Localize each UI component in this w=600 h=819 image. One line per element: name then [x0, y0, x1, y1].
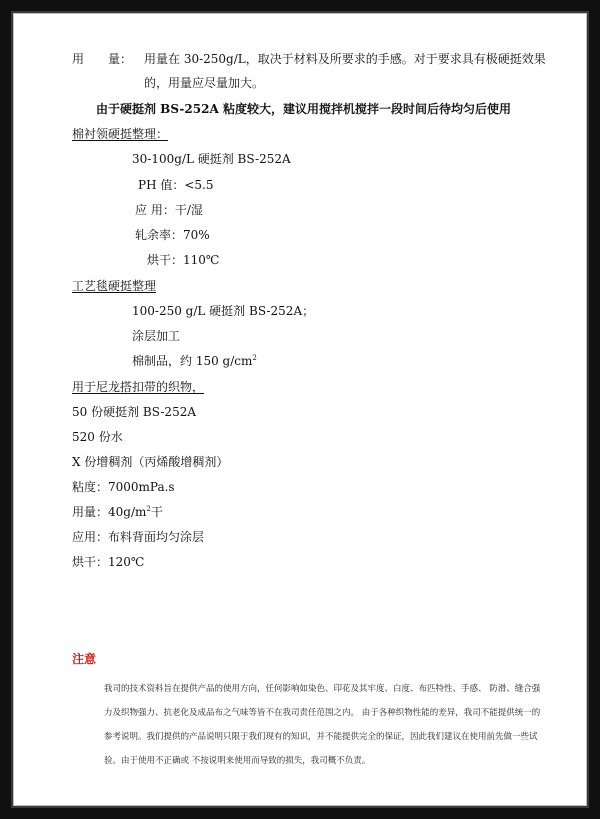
viscosity-note: 由于硬挺剂 BS-252A 粘度较大，建议用搅拌机搅拌一段时间后待均匀后使用: [96, 102, 511, 116]
carpet-heading: 工艺毯硬挺整理: [72, 279, 157, 293]
nylon-line-4: 粘度：7000mPa.s: [72, 480, 175, 494]
nylon-line-5-sup: 2: [146, 505, 151, 513]
collar-pickup: 轧余率：70%: [135, 228, 210, 242]
carpet-cotton: [132, 354, 257, 369]
notice-line-3: 参考说明。我们提供的产品说明只限于我们现有的知识，并不能提供完全的保证，因此我们建议在使用前先做一些试: [104, 732, 538, 742]
nylon-line-7: 烘干：120℃: [72, 555, 145, 569]
carpet-dosage: 100-250 g/L 硬挺剂 BS-252A；: [132, 304, 315, 318]
collar-apply: 应 用：干/湿: [135, 203, 203, 217]
usage-text-line2: 的，用量应尽量加大。: [144, 76, 265, 90]
collar-heading: 棉衬领硬挺整理：: [72, 127, 169, 141]
nylon-heading: 用于尼龙搭扣带的织物，: [72, 380, 205, 394]
usage-label: 用 量：: [72, 52, 133, 66]
carpet-cotton-sup: 2: [252, 354, 257, 362]
collar-ph: PH 值：<5.5: [138, 178, 214, 192]
notice-line-2: 力及织物强力、抗老化及成品布之气味等皆不在我司责任范围之内。 由于各种织物性能的差异，我司不能提供统一的: [104, 708, 541, 718]
carpet-cotton-text: 棉制品，约 150 g/cm: [132, 354, 253, 368]
usage-text-line1: 用量在 30-250g/L，取决于材料及所要求的手感。对于要求具有极硬挺效果: [144, 52, 546, 66]
nylon-line-3: X 份增稠剂（丙烯酸增稠剂）: [72, 455, 229, 469]
notice-title: 注意: [72, 652, 97, 666]
carpet-coating: 涂层加工: [132, 329, 181, 343]
notice-line-4: 验。由于使用不正确或 不按说明来使用而导致的损失，我司概不负责。: [104, 756, 371, 766]
nylon-line-2: 520 份水: [72, 430, 123, 444]
nylon-line-1: 50 份硬挺剂 BS-252A: [72, 405, 197, 419]
collar-dry: 烘干：110℃: [147, 253, 220, 267]
nylon-line-6: 应用：布料背面均匀涂层: [72, 530, 205, 544]
nylon-line-5-b: 干: [150, 505, 163, 519]
notice-line-1: 我司的技术资料旨在提供产品的使用方向，任何影响如染色、印花及其牢度、白度、布匹特性、手感、 防滑、缝合强: [104, 684, 541, 694]
nylon-line-5-a: 用量：40g/m: [72, 505, 147, 519]
collar-dosage: 30-100g/L 硬挺剂 BS-252A: [132, 152, 291, 166]
nylon-line-5: [72, 505, 163, 520]
